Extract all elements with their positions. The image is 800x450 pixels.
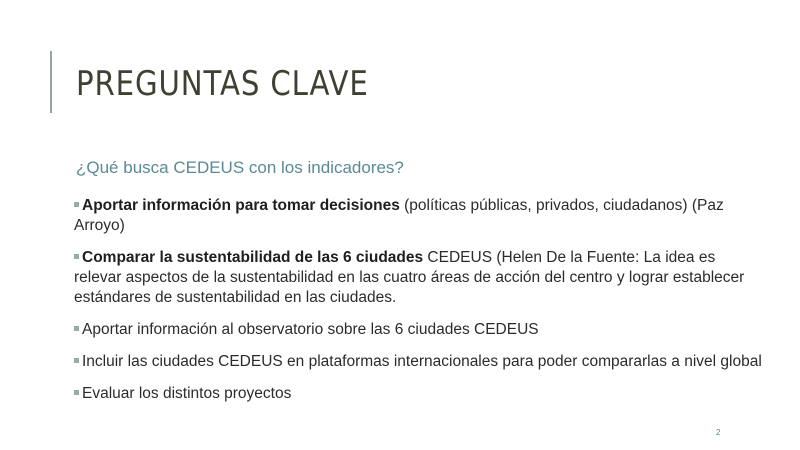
slide-title: PREGUNTAS CLAVE (76, 64, 369, 104)
bullet-list (74, 196, 764, 416)
bullet-text: Aportar información al observatorio sobre las 6 ciudades CEDEUS (82, 321, 539, 338)
bullet-bold-text: Comparar la sustentabilidad de las 6 ciudades (82, 249, 424, 266)
bullet-item (74, 196, 764, 236)
bullet-item (74, 384, 764, 404)
bullet-item (74, 320, 764, 340)
bullet-item (74, 352, 764, 372)
bullet-square-icon (74, 326, 79, 331)
page-number: 2 (716, 428, 721, 437)
bullet-square-icon (74, 358, 79, 363)
bullet-text: Incluir las ciudades CEDEUS en plataformas internacionales para poder compararlas a nivel global (82, 353, 762, 370)
bullet-square-icon (74, 254, 79, 259)
bullet-bold-text: Aportar información para tomar decisiones (82, 197, 400, 214)
slide-subtitle: ¿Qué busca CEDEUS con los indicadores? (76, 158, 404, 177)
bullet-item (74, 248, 764, 308)
bullet-text: Evaluar los distintos proyectos (82, 385, 292, 402)
bullet-square-icon (74, 390, 79, 395)
bullet-text: CEDEUS (Helen De la Fuente: La idea es relevar aspectos de la sustentabilidad en las cuatro áreas de acción del centro y lograr establecer estándares de sustentabilidad en las ciudades. (74, 249, 745, 306)
title-accent-bar (50, 51, 52, 113)
bullet-square-icon (74, 202, 79, 207)
bullet-text: (políticas públicas, privados, ciudadanos) (Paz Arroyo) (74, 197, 724, 234)
